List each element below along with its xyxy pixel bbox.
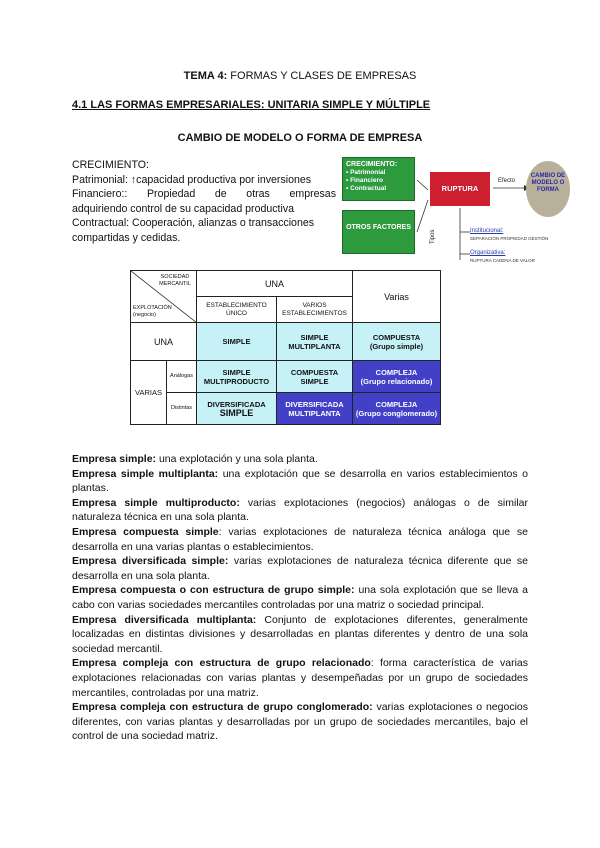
growth-box-title: CRECIMIENTO:	[346, 161, 398, 168]
organizativa-note	[470, 250, 535, 264]
growth-line: Financiero:: Propiedad de otras empresas	[72, 188, 336, 200]
cell-compleja-sub: (Grupo conglomerado)	[355, 408, 438, 418]
definition-text: una explotación y una sola planta.	[156, 453, 318, 465]
cell-compuesta-grupo-simple	[353, 323, 441, 361]
row-distintas: Distintas	[167, 393, 197, 425]
page-title	[0, 70, 600, 82]
cell-compleja-sub: (Grupo relacionado)	[360, 376, 433, 386]
growth-box	[342, 157, 415, 201]
subtitle: CAMBIO DE MODELO O FORMA DE EMPRESA	[177, 132, 423, 144]
definition-text: : varias explotaciones de naturaleza técnica análoga que se desarrolla en una varias plantas o establecimientos.	[72, 525, 528, 553]
header-varios-estab: VARIOS ESTABLECIMIENTOS	[277, 297, 353, 323]
definition-text: Conjunto de explotaciones diferentes, generalmente localizadas en distintas divisiones y desarrolladas en plantas diferentes y dentro de una sola sociedad mercantil.	[72, 613, 528, 655]
organizativa-label: Organizativa:	[470, 250, 506, 256]
definition-text: varias explotaciones de naturaleza técnica diferente que se desarrolla en una sola planta.	[72, 555, 528, 582]
cell-compleja-conglomerado	[353, 393, 441, 425]
otros-factores-box: OTROS FACTORES	[342, 210, 415, 254]
definition-term: Empresa compleja con estructura de grupo relacionado	[72, 657, 371, 670]
definition-item	[72, 656, 528, 700]
cell-compleja-label: COMPLEJA	[375, 399, 418, 409]
definition-item	[72, 525, 528, 554]
definition-term: Empresa diversificada simple:	[72, 555, 229, 568]
institucional-text: SEPARACIÓN PROPIEDAD GESTIÓN	[470, 236, 549, 241]
definition-item	[72, 467, 528, 496]
institucional-note	[470, 228, 548, 242]
definition-term: Empresa compuesta simple	[72, 525, 219, 538]
organizativa-text: RUPTURA CADENA DE VALOR	[470, 258, 535, 263]
cell-compleja-relacionado	[353, 361, 441, 393]
growth-line: Patrimonial: ↑capacidad productiva por inversiones	[72, 173, 312, 186]
tipos-label: Tipos	[430, 229, 436, 244]
growth-line: Contractual: Cooperación, alianzas o transacciones	[72, 217, 315, 229]
cell-diversificada-multiplanta: DIVERSIFICADA MULTIPLANTA	[277, 393, 353, 425]
forms-matrix	[130, 270, 441, 425]
ruptura-box: RUPTURA	[430, 172, 490, 206]
growth-heading: CRECIMIENTO:	[72, 159, 149, 171]
definitions-list	[72, 452, 528, 744]
definition-item	[72, 452, 528, 467]
growth-box-item: • Contractual	[346, 185, 387, 192]
header-una: UNA	[197, 271, 353, 297]
header-estab-unico: ESTABLECIMIENTO ÚNICO	[197, 297, 277, 323]
cell-simple	[197, 323, 277, 361]
cell-compleja-label: COMPLEJA	[375, 367, 418, 377]
cell-compuesta-label: COMPUESTA	[372, 332, 421, 342]
cell-simple-multiproducto: SIMPLE MULTIPRODUCTO	[197, 361, 277, 393]
efecto-label: Efecto	[498, 178, 516, 184]
cell-diversificada-label: DIVERSIFICADA	[207, 399, 266, 409]
cell-simple-label: SIMPLE	[222, 337, 251, 346]
growth-box-item: • Financiero	[346, 177, 383, 184]
definition-text: varias explotaciones (negocios) análogas o de similar naturaleza técnica en una sola planta.	[72, 496, 528, 524]
definition-item	[72, 613, 528, 657]
cell-compuesta-sub: (Grupo simple)	[369, 341, 424, 351]
institucional-label: Institucional:	[470, 228, 504, 234]
definition-term: Empresa simple:	[72, 453, 157, 465]
definition-item	[72, 496, 528, 525]
cell-diversificada-sub: SIMPLE	[219, 407, 254, 418]
tema-label: TEMA 4:	[183, 70, 228, 82]
definition-term: Empresa simple multiplanta:	[72, 467, 219, 480]
definition-item	[72, 583, 528, 612]
definition-item	[72, 554, 528, 583]
corner-bottom-label: EXPLOTACIÓN (negocio)	[133, 305, 172, 318]
definition-term: Empresa compleja con estructura de grupo conglomerado:	[72, 701, 373, 714]
section-heading: 4.1 LAS FORMAS EMPRESARIALES: UNITARIA SIMPLE Y MÚLTIPLE	[72, 99, 431, 111]
definition-term: Empresa simple multiproducto:	[72, 496, 240, 509]
growth-line: adquiriendo control de su capacidad productiva	[72, 202, 295, 215]
cell-compuesta-simple: COMPUESTA SIMPLE	[277, 361, 353, 393]
cell-diversificada-simple	[197, 393, 277, 425]
forma-circle: CAMBIO DE MODELO O FORMA	[526, 161, 570, 217]
definition-item	[72, 700, 528, 744]
cell-simple-multiplanta: SIMPLE MULTIPLANTA	[277, 323, 353, 361]
header-varias: Varias	[353, 271, 441, 323]
definition-text: una explotación que se desarrolla en varios establecimientos o plantas.	[72, 467, 528, 495]
growth-line: compartidas y cedidas.	[72, 231, 181, 244]
matrix-corner	[131, 271, 197, 323]
corner-top-label: SOCIEDAD MERCANTIL	[159, 274, 191, 287]
definition-term: Empresa diversificada multiplanta:	[72, 613, 257, 626]
row-analogas: Análogas	[167, 361, 197, 393]
growth-text	[72, 158, 336, 245]
tema-text: FORMAS Y CLASES DE EMPRESAS	[227, 70, 417, 82]
definition-text: varias explotaciones o negocios diferentes, con varias plantas y desarrolladas por un grupo de sociedades mercantiles, bajo el control de una sociedad matriz.	[72, 701, 528, 743]
definition-text: una sola explotación que se lleva a cabo con varias sociedades mercantiles controladas por una matriz o sociedad principal.	[72, 584, 528, 611]
definition-text: : forma característica de varias explotaciones relacionadas con varias plantas y desempeñadas por un grupo de sociedades mercantiles, controladas por una matriz.	[72, 657, 528, 699]
definition-term: Empresa compuesta o con estructura de grupo simple:	[72, 584, 355, 597]
row-una: UNA	[131, 323, 197, 361]
growth-box-item: • Patrimonial	[346, 169, 386, 176]
row-varias: VARIAS	[131, 361, 167, 425]
